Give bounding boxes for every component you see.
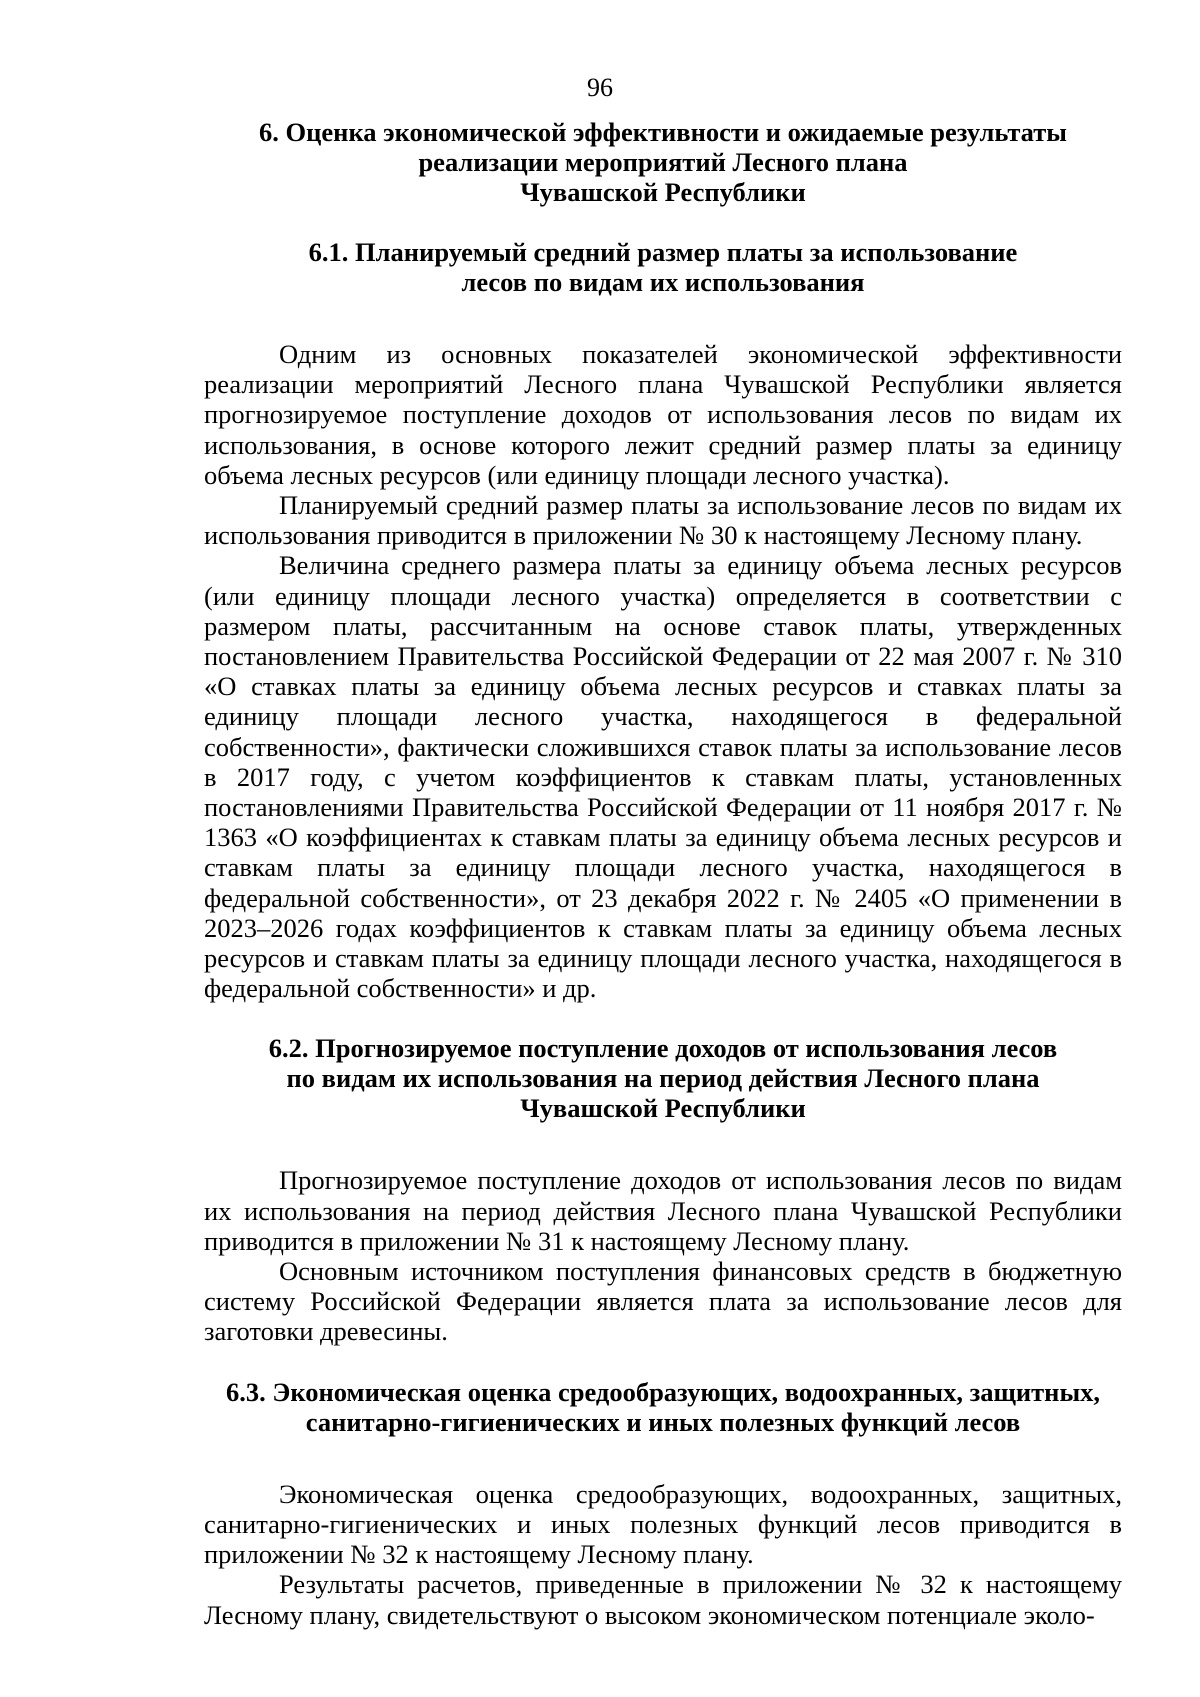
heading-line: Чувашской Республики: [520, 177, 806, 207]
page-number: 96: [587, 73, 613, 102]
paragraph: Планируемый средний размер платы за использование лесов по видам их использования приводится в приложении № 30 к настоящему Лесному плану.: [204, 490, 1122, 551]
paragraph: Одним из основных показателей экономической эффективности реализации мероприятий Лесного плана Чувашской Республики является прогнозируемое поступление доходов от использования лесов по видам их использования, в основе которого лежит средний размер платы за единицу объема лесных ресурсов (или единицу площади лесного участка).: [204, 339, 1122, 490]
heading-line: 6.3. Экономическая оценка средообразующих, водоохранных, защитных,: [225, 1376, 1101, 1407]
paragraph: Результаты расчетов, приведенные в приложении № 32 к настоящему Лесному плану, свидетельствуют о высоком экономическом потенциале эколо-: [204, 1569, 1122, 1630]
section-6-heading: [204, 117, 1122, 207]
paragraph: Основным источником поступления финансовых средств в бюджетную систему Российской Федерации является плата за использование лесов для заготовки древесины.: [204, 1256, 1122, 1347]
spacer: [204, 1123, 1122, 1165]
paragraph: Величина среднего размера платы за единицу объема лесных ресурсов (или единицу площади лесного участка) определяется в соответствии с размером платы, рассчитанным на основе ставок платы, утвержденных постановлением Правительства Российской Федерации от 22 мая 2007 г. № 310 «О ставках платы за единицу объема лесных ресурсов и ставках платы за единицу площади лесного участка, находящегося в федеральной собственности», фактически сложившихся ставок платы за использование лесов в 2017 году, с учетом коэффициентов к ставкам платы, установленных постановлениями Правительства Российской Федерации от 11 ноября 2017 г. № 1363 «О коэффициентах к ставкам платы за единицу объема лесных ресурсов и ставкам платы за единицу площади лесного участка, находящегося в федеральной собственности», от 23 декабря 2022 г. № 2405 «О применении в 2023–2026 годах коэффициентов к ставкам платы за единицу объема лесных ресурсов и ставкам платы за единицу площади лесного участка, находящегося в федеральной собственности» и др.: [204, 550, 1122, 1004]
spacer: [204, 207, 1122, 237]
spacer: [204, 1003, 1122, 1033]
page-content: [204, 117, 1122, 1630]
heading-line: 6.2. Прогнозируемое поступление доходов от использования лесов: [268, 1033, 1058, 1064]
paragraph: Прогнозируемое поступление доходов от использования лесов по видам их использования на период действия Лесного плана Чувашской Республики приводится в приложении № 31 к настоящему Лесному плану.: [204, 1165, 1122, 1256]
heading-line: санитарно-гигиенических и иных полезных функций лесов: [305, 1406, 1021, 1437]
heading-line: реализации мероприятий Лесного плана: [418, 147, 908, 177]
spacer: [204, 297, 1122, 339]
heading-line: лесов по видам их использования: [461, 267, 865, 297]
heading-line: 6.1. Планируемый средний размер платы за использование: [308, 237, 1018, 267]
spacer: [204, 1347, 1122, 1377]
section-6-3-heading: [204, 1377, 1122, 1437]
paragraph: Экономическая оценка средообразующих, водоохранных, защитных, санитарно-гигиенических и иных полезных функций лесов приводится в приложении № 32 к настоящему Лесному плану.: [204, 1478, 1122, 1570]
spacer: [204, 1437, 1122, 1479]
heading-line: по видам их использования на период действия Лесного плана: [286, 1063, 1040, 1094]
section-6-2-heading: [204, 1033, 1122, 1123]
heading-line: 6. Оценка экономической эффективности и ожидаемые результаты: [259, 117, 1067, 147]
section-6-1-heading: [204, 237, 1122, 297]
heading-line: Чувашской Республики: [520, 1093, 806, 1124]
